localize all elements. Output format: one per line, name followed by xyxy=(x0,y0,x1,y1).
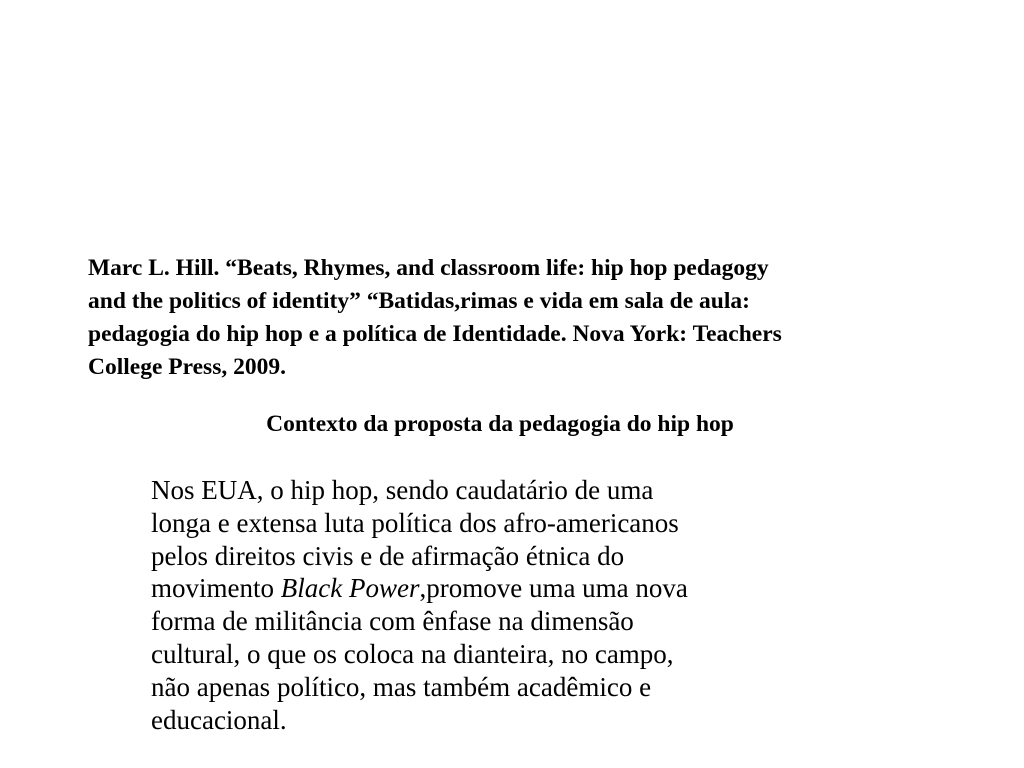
body-line: pelos direitos civis e de afirmação étnica do xyxy=(151,540,625,571)
body-line-suffix: ,promove uma uma nova xyxy=(419,573,688,604)
body-line: forma de militância com ênfase na dimensão xyxy=(151,606,634,637)
citation-reference xyxy=(88,252,948,384)
body-line: não apenas político, mas também acadêmico e xyxy=(151,671,652,702)
body-paragraph xyxy=(151,474,851,736)
body-line: Nos EUA, o hip hop, sendo caudatário de uma xyxy=(151,475,654,505)
citation-line: College Press, 2009. xyxy=(88,354,286,380)
body-line xyxy=(151,572,851,605)
citation-line: Marc L. Hill. “Beats, Rhymes, and classroom life: hip hop pedagogy xyxy=(88,255,769,281)
body-line: cultural, o que os coloca na dianteira, no campo, xyxy=(151,638,674,669)
body-line: longa e extensa luta política dos afro-americanos xyxy=(151,507,679,538)
citation-line: and the politics of identity” “Batidas,rimas e vida em sala de aula: xyxy=(88,288,750,314)
body-line: educacional. xyxy=(151,704,287,735)
section-subtitle: Contexto da proposta da pedagogia do hip hop xyxy=(266,411,734,437)
body-line-prefix: movimento xyxy=(151,573,281,604)
citation-line: pedagogia do hip hop e a política de Identidade. Nova York: Teachers xyxy=(88,321,782,347)
black-power-term: Black Power xyxy=(280,573,420,604)
